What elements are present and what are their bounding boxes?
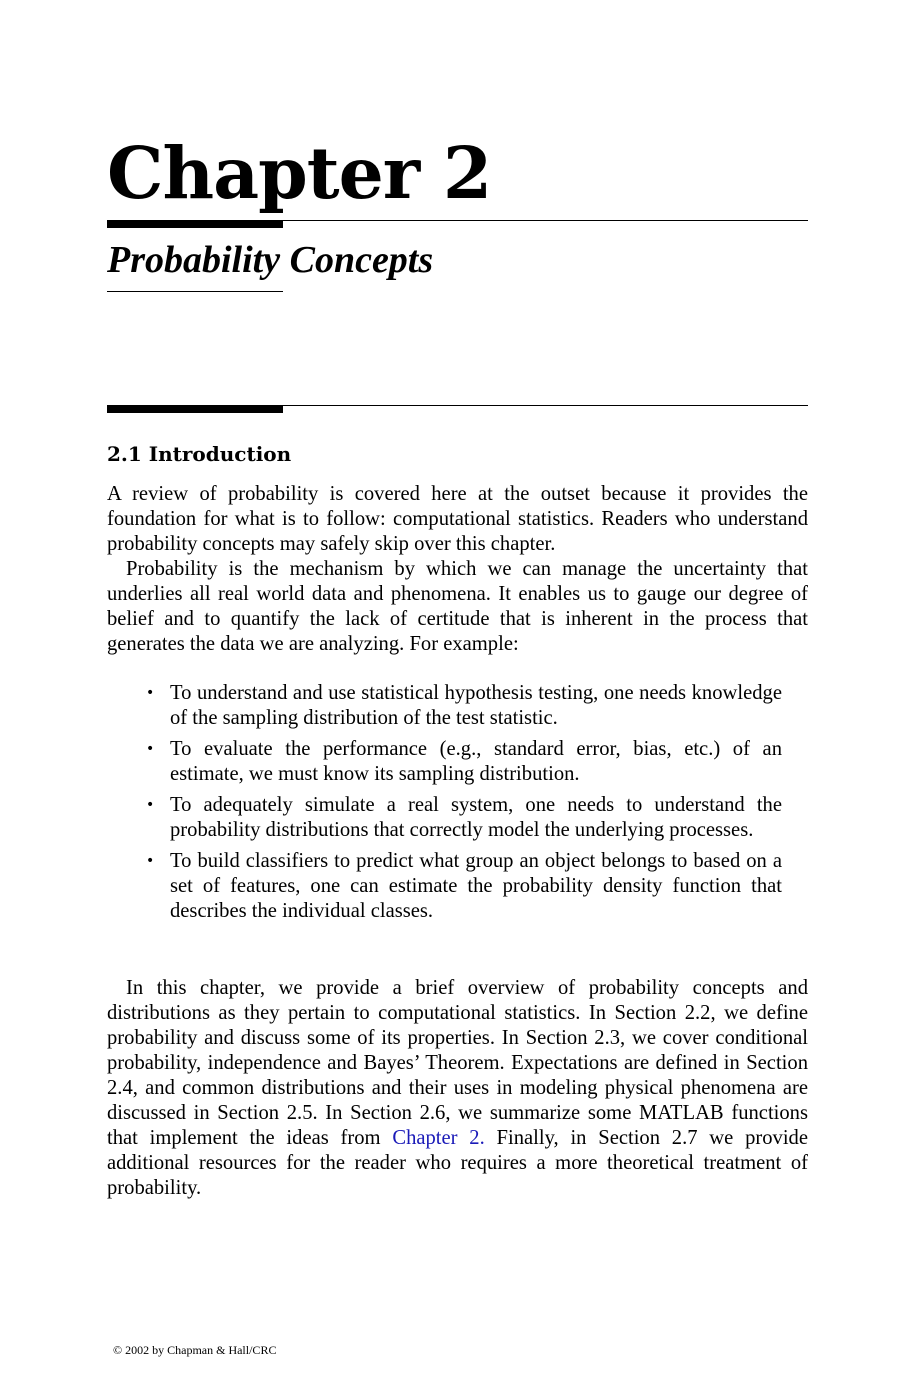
paragraph-3-text-start: In this chapter, we provide a brief overview of probability concepts and distributions as they pertain to computational statistics. In Section 2.2, we define probability and discuss some of its properties. In Section 2.3, we cover conditional probability, independence and Bayes’ Theorem. Expectations are defined in Section 2.4, and common distributions and their uses in modeling physical phenomena are discussed in Section 2.5. In Section 2.6, we summarize some MATLAB functions that implement the ideas from bbox=[107, 977, 808, 1149]
subtitle-underline-rule bbox=[107, 291, 283, 292]
example-bullet-list bbox=[146, 681, 782, 930]
chapter-2-link[interactable]: Chapter 2. bbox=[392, 1127, 485, 1149]
bullet-icon: • bbox=[146, 685, 155, 701]
bullet-text: To evaluate the performance (e.g., standard error, bias, etc.) of an estimate, we must know its sampling distribution. bbox=[170, 738, 782, 785]
paragraph-3-text-end: Finally, in Section 2.7 we provide additional resources for the reader who requires a more theoretical treatment of probability. bbox=[107, 1127, 808, 1199]
list-item bbox=[146, 737, 782, 787]
list-item bbox=[146, 793, 782, 843]
chapter-title-thick-rule bbox=[107, 220, 283, 228]
bullet-icon: • bbox=[146, 741, 155, 757]
intro-paragraph-1: A review of probability is covered here at the outset because it provides the foundation for what is to follow: computational statistics. Readers who understand probability concepts may safely skip over this chapter. bbox=[107, 483, 808, 555]
section-divider-thick-rule bbox=[107, 405, 283, 413]
bullet-text: To build classifiers to predict what group an object belongs to based on a set of features, one can estimate the probability density function that describes the individual classes. bbox=[170, 850, 782, 922]
bullet-icon: • bbox=[146, 853, 155, 869]
chapter-title-thin-rule bbox=[283, 220, 808, 221]
list-item bbox=[146, 681, 782, 731]
bullet-text: To adequately simulate a real system, one needs to understand the probability distributions that correctly model the underlying processes. bbox=[170, 794, 782, 841]
chapter-subtitle: Probability Concepts bbox=[107, 239, 434, 281]
intro-paragraph-3 bbox=[107, 976, 808, 1201]
copyright-footer: © 2002 by Chapman & Hall/CRC bbox=[113, 1343, 277, 1357]
bullet-icon: • bbox=[146, 797, 155, 813]
section-heading: 2.1 Introduction bbox=[107, 442, 292, 466]
section-divider-thin-rule bbox=[283, 405, 808, 406]
list-item bbox=[146, 849, 782, 924]
intro-paragraph-2: Probability is the mechanism by which we can manage the uncertainty that underlies all real world data and phenomena. It enables us to gauge our degree of belief and to quantify the lack of certitude that is inherent in the process that generates the data we are analyzing. For example: bbox=[107, 558, 808, 655]
chapter-title: Chapter 2 bbox=[107, 131, 492, 215]
bullet-text: To understand and use statistical hypothesis testing, one needs knowledge of the sampling distribution of the test statistic. bbox=[170, 682, 782, 729]
